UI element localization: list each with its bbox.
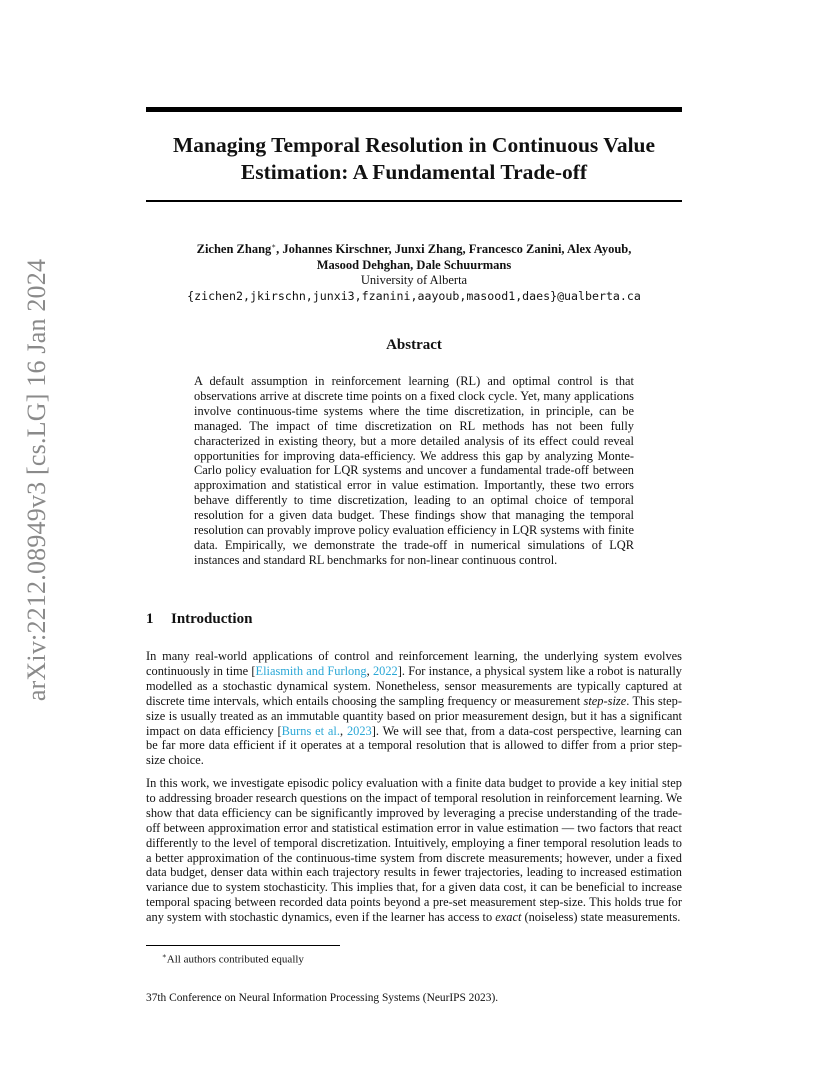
abstract-text: A default assumption in reinforcement learning (RL) and optimal control is that observations arrive at discrete time points on a fixed clock cycle. Yet, many applications involve continuous-time systems where the time discretization, in principle, can be managed. The impact of time discretization on RL methods has not been fully characterized in existing theory, but a more detailed analysis of its effect could reveal opportunities for improving data-efficiency. We address this gap by analyzing Monte-Carlo policy evaluation for LQR systems and uncover a fundamental trade-off between approximation and statistical error in value estimation. Importantly, these two errors behave differently to time discretization, leading to an optimal choice of temporal resolution for a given data budget. These findings show that managing the temporal resolution can provably improve policy evaluation efficiency in LQR systems with finite data. Empirically, we demonstrate the trade-off in numerical simulations of LQR instances and standard RL benchmarks for non-linear continuous control. [194, 374, 634, 567]
footnote-rule [146, 945, 340, 946]
author-first: Zichen Zhang [196, 242, 272, 257]
cite1-sep: , [366, 663, 373, 678]
p1-text-c: . This step-size is usually treated as an immutable quantity based on prior measurement design, but it has a significant impact on data efficiency [ [146, 693, 683, 738]
p1-emphasis: step-size [583, 693, 627, 708]
footnote-mark: ∗ [162, 952, 167, 960]
p1-text-a: In many real-world applications of control and reinforcement learning, the underlying system evolves continuously in time [ [146, 649, 682, 678]
section-number: 1 [146, 611, 154, 627]
section-heading-introduction [146, 611, 252, 628]
cite1-name[interactable]: Eliasmith and Furlong [255, 663, 367, 678]
affiliation: University of Alberta [360, 273, 468, 288]
paper-title: Managing Temporal Resolution in Continuous Value Estimation: A Fundamental Trade-off [172, 133, 656, 184]
author-emails: {zichen2,jkirschn,junxi3,fzanini,aayoub,masood1,daes}@ualberta.ca [187, 288, 641, 303]
footnote [162, 950, 304, 967]
arxiv-stamp [14, 258, 60, 702]
author-names [146, 239, 682, 273]
section-title: Introduction [171, 611, 253, 627]
cite1-year[interactable]: 2022 [372, 663, 398, 678]
cite2-sep: , [339, 723, 347, 738]
equal-contribution-mark[interactable]: ∗ [271, 242, 277, 250]
p2-text-a: In this work, we investigate episodic policy evaluation with a finite data budget to provide a key initial step to addressing broader research questions on the impact of temporal resolution in reinforcement learning. We show that data efficiency can be significantly improved by leveraging a precise understanding of the trade-off between approximation error and statistical estimation error in value estimation — two factors that react differently to the level of temporal discretization. Intuitively, employing a finer temporal resolution leads to a better approximation of the continuous-time system from discrete measurements; however, under a fixed data budget, denser data within each trajectory results in fewer trajectories, leading to increased estimation variance due to system stochasticity. This implies that, for a given data cost, it can be beneficial to increase temporal spacing between recorded data points beyond a pre-set measurement step-size. This holds true for any system with stochastic dynamics, even if the learner has access to [146, 776, 682, 925]
footnote-text: All authors contributed equally [166, 953, 304, 966]
author-rest-line1: , Johannes Kirschner, Junxi Zhang, Francesco Zanini, Alex Ayoub, [276, 242, 632, 257]
citation-eliasmith-furlong[interactable] [256, 664, 398, 678]
arxiv-id[interactable]: arXiv:2212.08949v3 [cs.LG] 16 Jan 2024 [22, 258, 51, 702]
p2-text-b: (noiseless) state measurements. [521, 910, 681, 925]
abstract-heading: Abstract [386, 337, 442, 353]
author-line2: Masood Dehghan, Dale Schuurmans [316, 257, 512, 272]
p1-text-d: ]. We will see that, from a data-cost perspective, learning can be far more data efficient if it operates at a temporal resolution that is allowed to differ from a prior step-size choice. [146, 723, 682, 768]
author-block [146, 239, 682, 304]
intro-paragraph-2 [146, 776, 682, 925]
conference-note: 37th Conference on Neural Information Processing Systems (NeurIPS 2023). [146, 992, 499, 1004]
intro-paragraph-1 [146, 649, 682, 768]
cite2-name[interactable]: Burns et al. [281, 723, 340, 738]
citation-burns-et-al[interactable] [282, 724, 372, 738]
p1-text-b: ]. For instance, a physical system like a robot is naturally modelled as a stochastic dynamical system. Nonetheless, sensor measurements are typically captured at discrete time intervals, which entails choosing the sampling frequency or measurement [146, 663, 682, 708]
title-top-rule [146, 107, 682, 112]
p2-emphasis: exact [495, 910, 522, 925]
title-bottom-rule [146, 200, 682, 202]
cite2-year[interactable]: 2023 [346, 723, 372, 738]
